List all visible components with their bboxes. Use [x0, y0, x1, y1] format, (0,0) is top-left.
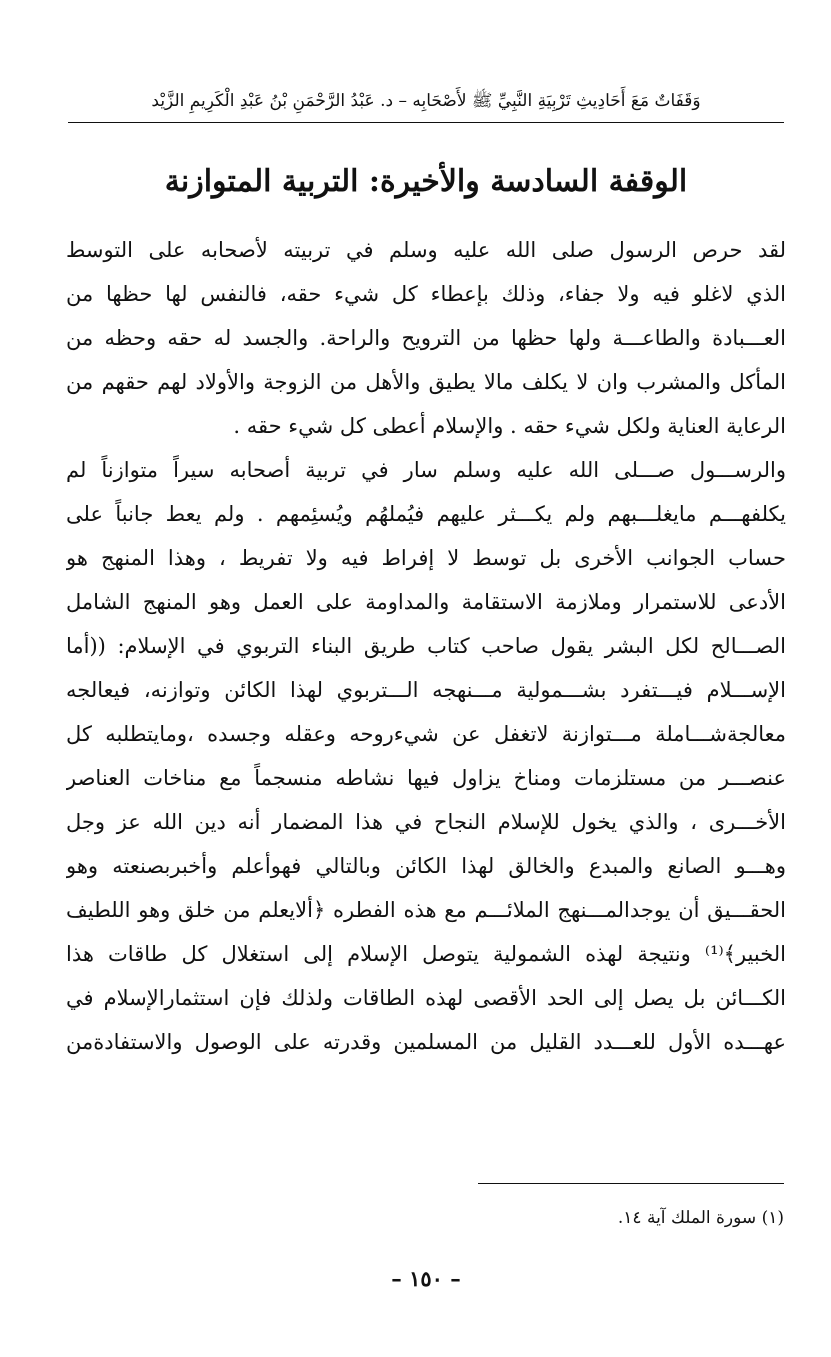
text-line: حساب الجوانب الأخرى بل توسط لا إفراط فيه ولا تفريط ، وهذا المنهج هو	[66, 546, 786, 570]
text-line: الحقـــيق أن يوجدالمـــنهج الملائـــم مع هذه الفطره ﴿ألايعلم من خلق وهو اللطيف	[66, 898, 786, 922]
text-line: عنصـــر من مستلزمات ومناخ يزاول فيها نشاطه منسجماً مع مناخات العناصر	[66, 766, 786, 790]
text-line: لقد حرص الرسول صلى الله عليه وسلم في تربيته لأصحابه على التوسط	[66, 238, 786, 262]
running-header: وَقَفَاتٌ مَعَ أَحَادِيثِ تَرْبِيَةِ النَّبِيِّ ﷺ لأَصْحَابِه – د. عَبْدُ الرَّحْمَنِ بْنُ عَبْدِ الْكَرِيمِ الزَّيْد	[151, 91, 701, 111]
text-line: الأدعى للاستمرار وملازمة الاستقامة والمداومة على العمل وهو المنهج الشامل	[66, 590, 786, 614]
text-line: المأكل والمشرب وان لا يكلف مالا يطيق والأهل من الزوجة والأولاد لهم حقهم من	[66, 370, 786, 394]
footnote-rule	[478, 1183, 784, 1184]
page-number: – ١٥٠ –	[391, 1266, 461, 1291]
text-line: معالجةشـــاملة مـــتوازنة لاتغفل عن شيءروحه وعقله وجسده ،ومايتطلبه كل	[66, 722, 786, 746]
text-line: الصـــالح لكل البشر يقول صاحب كتاب طريق البناء التربوي في الإسلام: ((أما	[66, 634, 786, 658]
text-line: عهـــده الأول للعـــدد القليل من المسلمين وقدرته على الوصول والاستفادةمن	[66, 1030, 786, 1054]
text-line: وهـــو الصانع والمبدع والخالق لهذا الكائن وبالتالي فهوأعلم وأخبربصنعته وهو	[66, 854, 786, 878]
header-rule	[68, 122, 784, 123]
section-title: الوقفة السادسة والأخيرة: التربية المتوازنة	[164, 164, 688, 199]
text-line: الإســـلام فيـــتفرد بشـــمولية مـــنهجه الـــتربوي لهذا الكائن وتوازنه، فيعالجه	[66, 678, 786, 702]
text-line: الرعاية العناية ولكل شيء حقه . والإسلام أعطى كل شيء حقه .	[233, 414, 786, 438]
body-text	[66, 228, 786, 1064]
footnote: (١) سورة الملك آية ١٤.	[617, 1208, 784, 1228]
text-line: الخبير﴾⁽¹⁾ ونتيجة لهذه الشمولية يتوصل الإسلام إلى استغلال كل طاقات هذا	[66, 942, 786, 966]
text-line: العـــبادة والطاعـــة ولها حظها من الترويح والراحة. والجسد له حقه وحظه من	[66, 326, 786, 350]
text-line: الأخـــرى ، والذي يخول للإسلام النجاح في هذا المضمار أنه دين الله عز وجل	[66, 810, 786, 834]
text-line: الذي لاغلو فيه ولا جفاء، وذلك بإعطاء كل شيء حقه، فالنفس لها حظها من	[66, 282, 786, 306]
text-line: والرســـول صـــلى الله عليه وسلم سار في تربية أصحابه سيراً متوازناً لم	[66, 458, 786, 482]
text-line: الكـــائن بل يصل إلى الحد الأقصى لهذه الطاقات ولذلك فإن استثمارالإسلام في	[66, 986, 786, 1010]
text-line: يكلفهـــم مايغلـــبهم ولم يكـــثر عليهم فيُملهُم ويُسئِمهم . ولم يعط جانباً على	[66, 502, 786, 526]
